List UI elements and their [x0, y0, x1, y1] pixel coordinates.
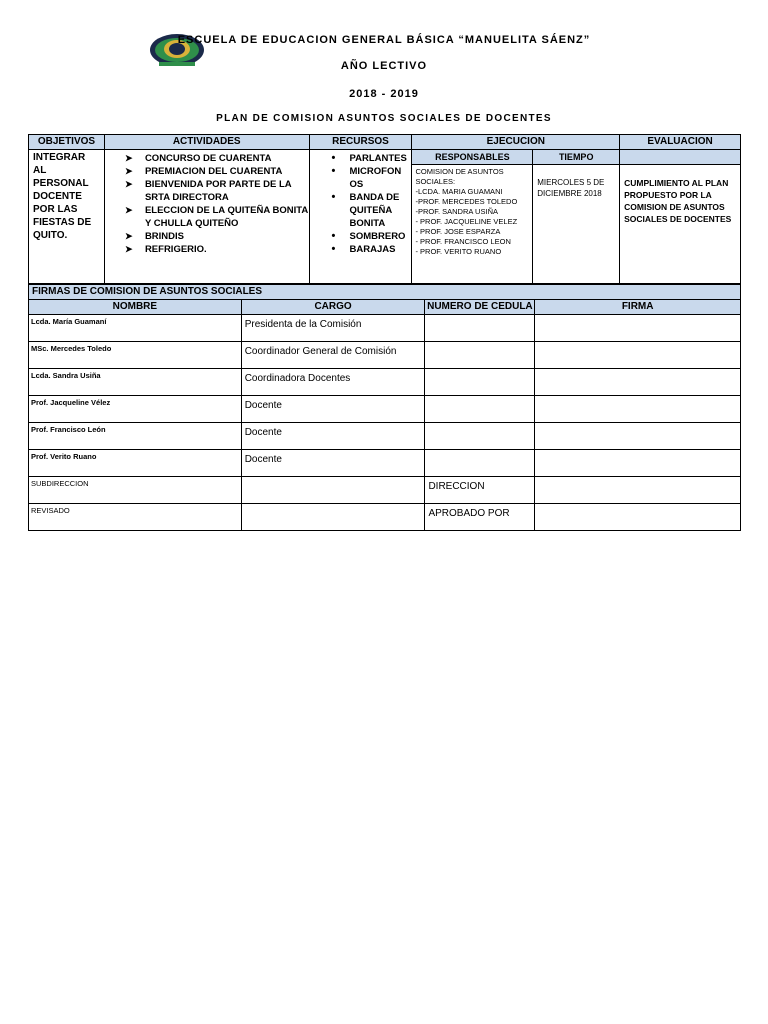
cedula-cell: [425, 369, 535, 396]
nombre-cell: REVISADO: [29, 504, 242, 531]
recurso-item: • PARLANTES: [332, 152, 412, 165]
evaluacion-text: CUMPLIMIENTO AL PLAN PROPUESTO POR LA COMISION DE ASUNTOS SOCIALES DE DOCENTES: [624, 178, 732, 224]
cargo-cell: Docente: [241, 423, 425, 450]
firma-cell: [535, 315, 741, 342]
responsable-item: -PROF. SANDRA USIÑA: [415, 207, 498, 216]
responsable-item: -PROF. MERCEDES TOLEDO: [415, 197, 518, 206]
responsable-item: COMISION DE ASUNTOS SOCIALES:: [415, 167, 504, 186]
nombre-cell: SUBDIRECCION: [29, 477, 242, 504]
firma-cell: [535, 477, 741, 504]
cedula-cell: [425, 396, 535, 423]
responsables-cell: [412, 165, 533, 284]
cedula-cell: DIRECCION: [425, 477, 535, 504]
evaluacion-cell: [620, 165, 741, 284]
responsable-item: - PROF. JACQUELINE VELEZ: [415, 217, 518, 226]
cedula-cell: [425, 342, 535, 369]
year-label: AÑO LECTIVO: [340, 60, 428, 72]
cargo-cell: Presidenta de la Comisión: [241, 315, 425, 342]
nombre-cell: Prof. Jacqueline Vélez: [29, 396, 242, 423]
table-row: [29, 396, 741, 423]
responsable-item: -LCDA. MARIA GUAMANI: [415, 187, 503, 196]
cargo-cell: Coordinador General de Comisión: [241, 342, 425, 369]
firma-cell: [535, 423, 741, 450]
firma-cell: [535, 369, 741, 396]
header-actividades: ACTIVIDADES: [104, 135, 309, 150]
actividad-item: ➤ ELECCION DE LA QUITEÑA BONITA Y CHULLA QUITEÑO: [125, 204, 309, 230]
cargo-cell: Docente: [241, 450, 425, 477]
nombre-cell: Prof. Verito Ruano: [29, 450, 242, 477]
responsable-item: - PROF. VERITO RUANO: [415, 247, 502, 256]
actividad-item: ➤ PREMIACION DEL CUARENTA: [125, 165, 309, 178]
school-name: ESCUELA DE EDUCACION GENERAL BÁSICA “MANUELITA SÁENZ”: [177, 34, 591, 46]
header-nombre: NOMBRE: [29, 300, 242, 315]
plan-title: PLAN DE COMISION ASUNTOS SOCIALES DE DOCENTES: [216, 113, 552, 124]
actividades-list: [105, 152, 309, 256]
header-cedula: NUMERO DE CEDULA: [425, 300, 535, 315]
table-row: [29, 315, 741, 342]
actividad-item: ➤ BIENVENIDA POR PARTE DE LA SRTA DIRECTORA: [125, 178, 309, 204]
header-objetivos: OBJETIVOS: [29, 135, 105, 150]
header-recursos: RECURSOS: [309, 135, 412, 150]
cedula-cell: APROBADO POR: [425, 504, 535, 531]
firma-cell: [535, 396, 741, 423]
cargo-cell: Coordinadora Docentes: [241, 369, 425, 396]
header-responsables: RESPONSABLES: [412, 150, 533, 165]
header-cargo: CARGO: [241, 300, 425, 315]
table-row: [29, 477, 741, 504]
tiempo-cell: [533, 165, 620, 284]
cargo-cell: [241, 477, 425, 504]
cedula-cell: [425, 315, 535, 342]
header-tiempo: TIEMPO: [533, 150, 620, 165]
firma-cell: [535, 450, 741, 477]
recursos-cell: [309, 150, 412, 284]
actividades-cell: [104, 150, 309, 284]
recurso-item: • MICROFON OS: [332, 165, 412, 191]
cargo-cell: Docente: [241, 396, 425, 423]
actividad-item: ➤ BRINDIS: [125, 230, 309, 243]
nombre-cell: Prof. Francisco León: [29, 423, 242, 450]
evaluacion-subheader: [620, 150, 741, 165]
recurso-item: • BARAJAS: [332, 243, 412, 256]
recurso-item: • BANDA DE QUITEÑA BONITA: [332, 191, 412, 230]
plan-table: [28, 134, 741, 284]
responsable-item: - PROF. FRANCISCO LEON: [415, 237, 511, 246]
recurso-item: • SOMBRERO: [332, 230, 412, 243]
table-row: [29, 504, 741, 531]
table-row: [29, 342, 741, 369]
table-row: [29, 369, 741, 396]
nombre-cell: Lcda. María Guamaní: [29, 315, 242, 342]
nombre-cell: Lcda. Sandra Usiña: [29, 369, 242, 396]
cedula-cell: [425, 423, 535, 450]
firma-cell: [535, 342, 741, 369]
table-row: [29, 450, 741, 477]
objetivos-text: INTEGRAR AL PERSONAL DOCENTE POR LAS FIESTAS DE QUITO.: [33, 152, 92, 241]
school-year: 2018 - 2019: [349, 88, 419, 100]
table-row: [29, 423, 741, 450]
actividad-item: ➤ REFRIGERIO.: [125, 243, 309, 256]
firmas-table: [28, 284, 741, 531]
header-firma: FIRMA: [535, 300, 741, 315]
objetivos-cell: [29, 150, 105, 284]
cedula-cell: [425, 450, 535, 477]
tiempo-text: MIERCOLES 5 DE DICIEMBRE 2018: [537, 178, 605, 198]
actividad-item: ➤ CONCURSO DE CUARENTA: [125, 152, 309, 165]
nombre-cell: MSc. Mercedes Toledo: [29, 342, 242, 369]
header-evaluacion: EVALUACION: [620, 135, 741, 150]
firma-cell: [535, 504, 741, 531]
firmas-title: FIRMAS DE COMISION DE ASUNTOS SOCIALES: [29, 285, 741, 300]
recursos-list: [310, 152, 412, 256]
cargo-cell: [241, 504, 425, 531]
header-ejecucion: EJECUCION: [412, 135, 620, 150]
responsable-item: - PROF. JOSE ESPARZA: [415, 227, 501, 236]
responsables-list: [412, 165, 532, 259]
